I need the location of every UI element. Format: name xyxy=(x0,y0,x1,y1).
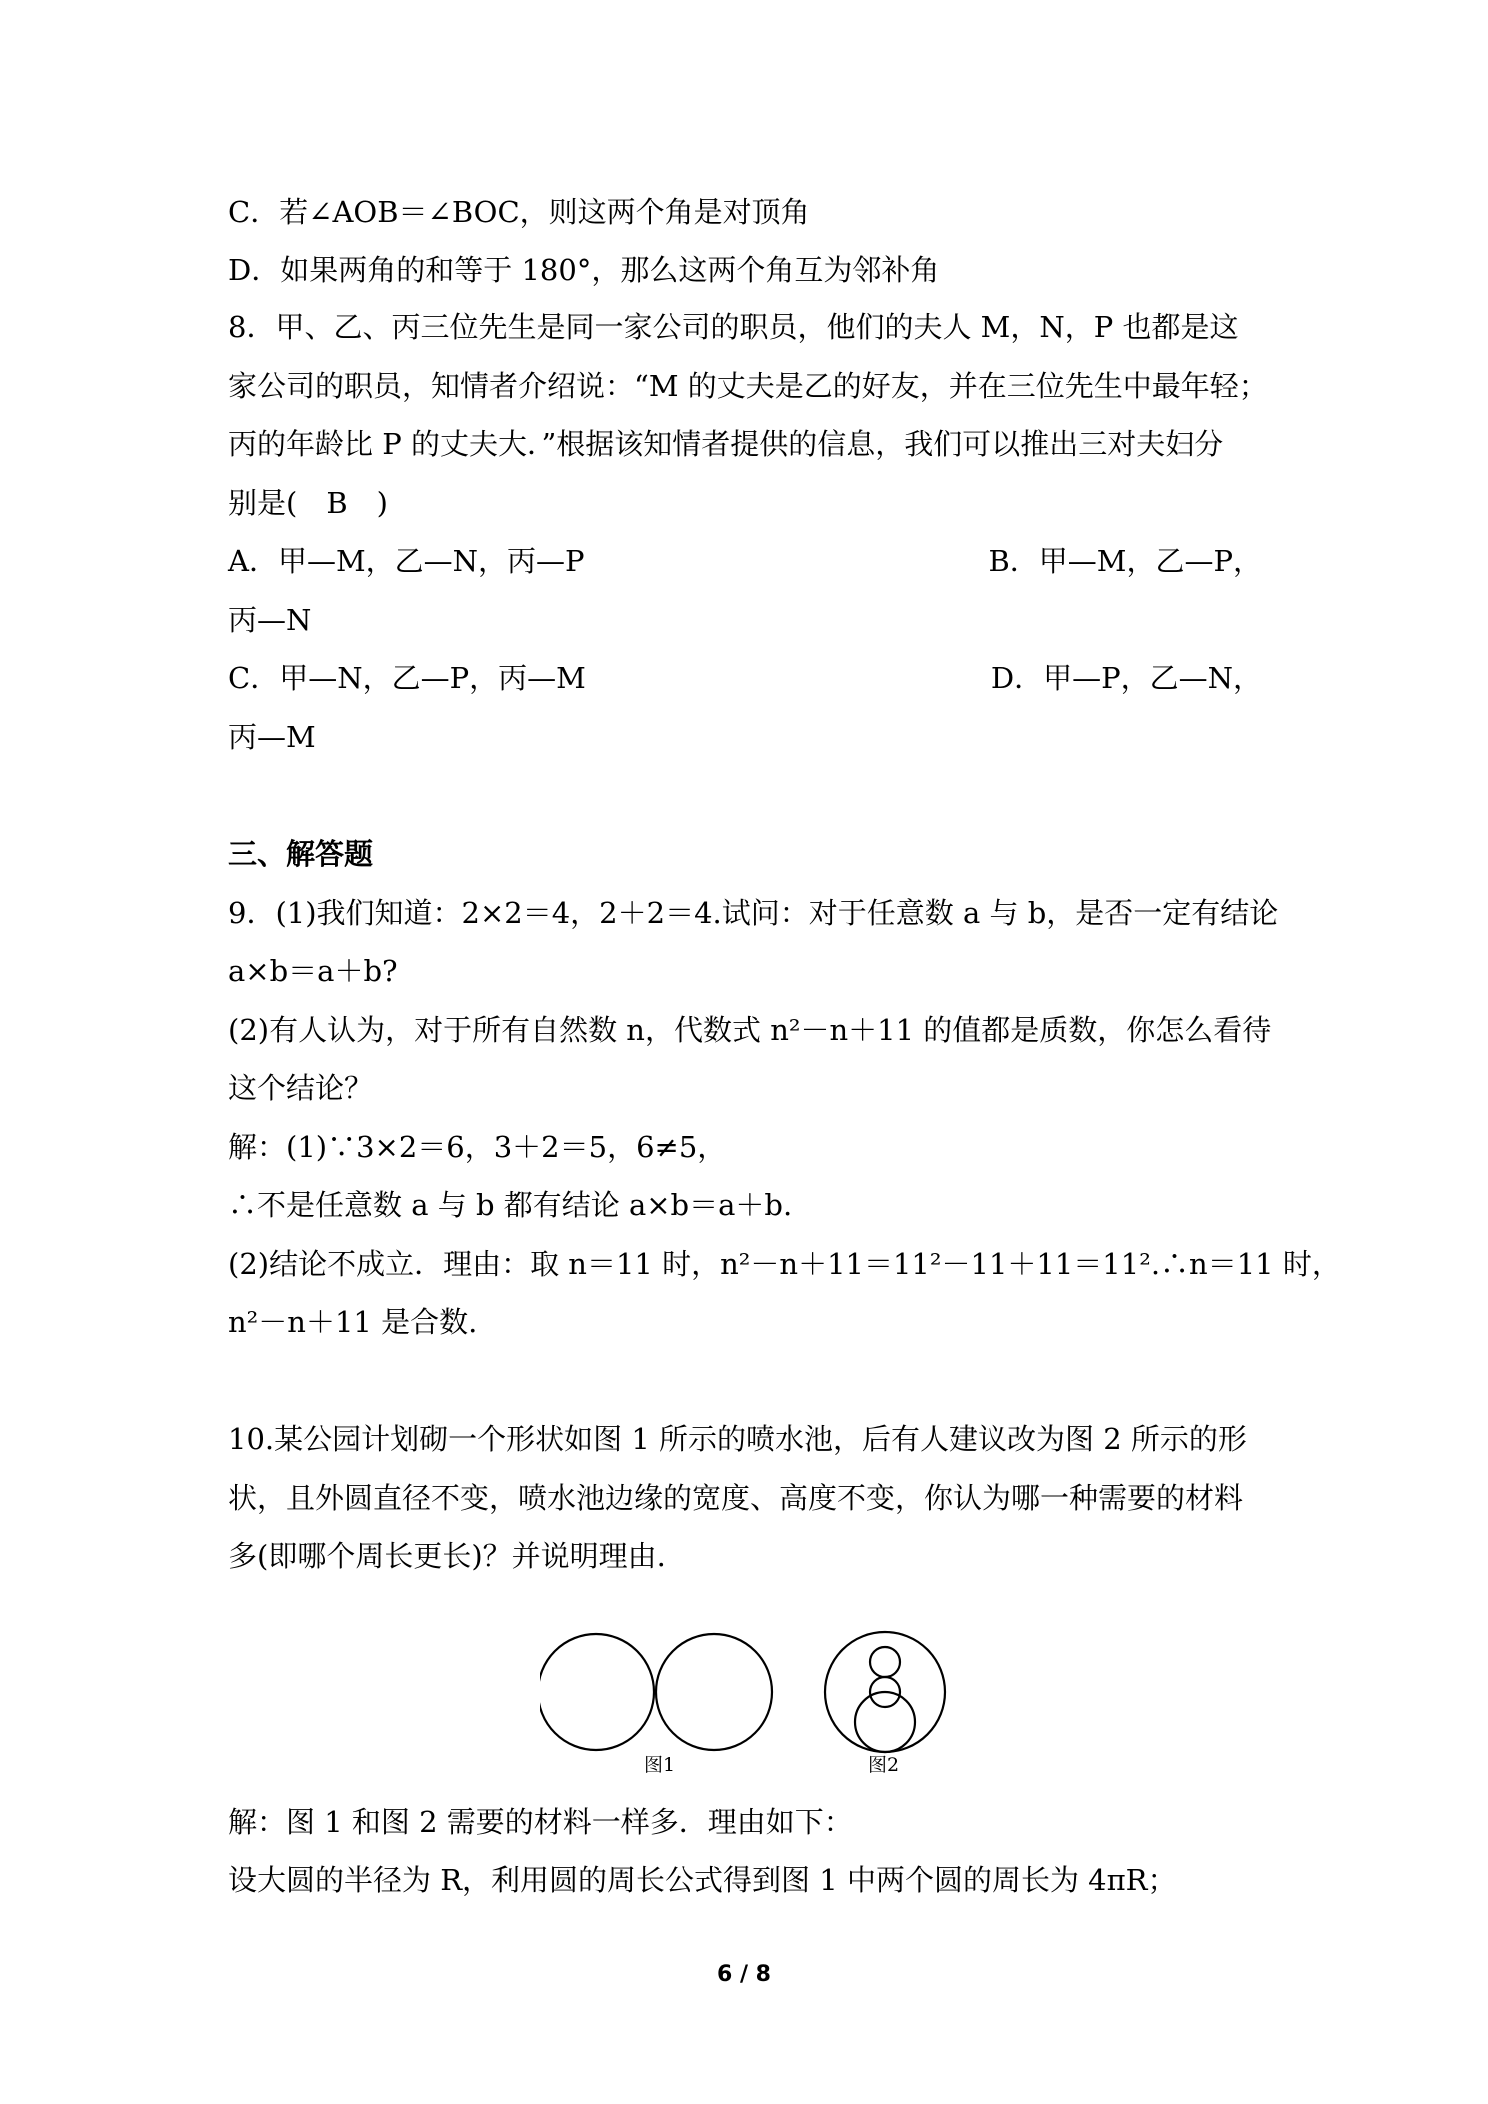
page-number: 6 / 8 xyxy=(717,1962,771,1987)
q10-figures xyxy=(540,1614,960,1774)
fig1-left-circle xyxy=(540,1634,654,1750)
q9-part1-line-1: 9．(1)我们知道：2×2＝4，2＋2＝4.试问：对于任意数 a 与 b，是否一定有结论 xyxy=(228,896,1279,930)
q9-solution-line-3: (2)结论不成立．理由：取 n＝11 时，n²－n＋11＝11²－11＋11＝11².∴n＝11 时， xyxy=(228,1247,1341,1281)
q9-part2-line-1: (2)有人认为，对于所有自然数 n，代数式 n²－n＋11 的值都是质数，你怎么看待 xyxy=(228,1013,1272,1047)
fig2-top-circle xyxy=(870,1647,900,1677)
q7-option-c: C．若∠AOB＝∠BOC，则这两个角是对顶角 xyxy=(228,195,810,229)
q8-option-d-cont: 丙—M xyxy=(228,720,316,754)
q8-stem-line-4: 别是( B ) xyxy=(228,486,388,520)
q10-stem-line-1: 10.某公园计划砌一个形状如图 1 所示的喷水池，后有人建议改为图 2 所示的形 xyxy=(228,1422,1247,1456)
q8-option-d: D．甲—P，乙—N， xyxy=(990,661,1262,695)
q10-solution-line-2: 设大圆的半径为 R，利用圆的周长公式得到图 1 中两个圆的周长为 4πR； xyxy=(228,1863,1177,1897)
fig1-right-circle xyxy=(656,1634,772,1750)
q8-option-b: B．甲—M，乙—P， xyxy=(988,544,1262,578)
q10-stem-line-3: 多(即哪个周长更长)？并说明理由. xyxy=(228,1539,666,1573)
q9-solution-line-1: 解：(1)∵3×2＝6，3＋2＝5，6≠5， xyxy=(228,1130,727,1164)
q10-solution-line-1: 解：图 1 和图 2 需要的材料一样多．理由如下： xyxy=(228,1805,853,1839)
q9-solution-line-4: n²－n＋11 是合数. xyxy=(228,1305,478,1339)
fig2-bottom-circle xyxy=(855,1692,915,1752)
q8-stem-line-1: 8．甲、乙、丙三位先生是同一家公司的职员，他们的夫人 M，N，P 也都是这 xyxy=(228,310,1239,344)
fig1-caption: 图1 xyxy=(644,1754,676,1776)
q7-option-d: D．如果两角的和等于 180°，那么这两个角互为邻补角 xyxy=(228,253,940,287)
q10-stem-line-2: 状，且外圆直径不变，喷水池边缘的宽度、高度不变，你认为哪一种需要的材料 xyxy=(228,1481,1244,1515)
fig2-caption: 图2 xyxy=(868,1754,900,1776)
q9-part1-line-2: a×b＝a＋b? xyxy=(228,954,398,988)
q8-option-c: C．甲—N，乙—P，丙—M xyxy=(228,661,586,695)
q8-option-a: A．甲—M，乙—N，丙—P xyxy=(228,544,585,578)
q9-solution-line-2: ∴不是任意数 a 与 b 都有结论 a×b＝a＋b. xyxy=(228,1188,793,1222)
section-heading: 三、解答题 xyxy=(228,837,374,871)
q8-stem-line-3: 丙的年龄比 P 的丈夫大．”根据该知情者提供的信息，我们可以推出三对夫妇分 xyxy=(228,427,1224,461)
fountain-diagrams xyxy=(540,1614,960,1774)
q9-part2-line-2: 这个结论？ xyxy=(228,1071,374,1105)
q8-option-b-cont: 丙—N xyxy=(228,603,312,637)
q8-stem-line-2: 家公司的职员，知情者介绍说：“M 的丈夫是乙的好友，并在三位先生中最年轻； xyxy=(228,369,1268,403)
